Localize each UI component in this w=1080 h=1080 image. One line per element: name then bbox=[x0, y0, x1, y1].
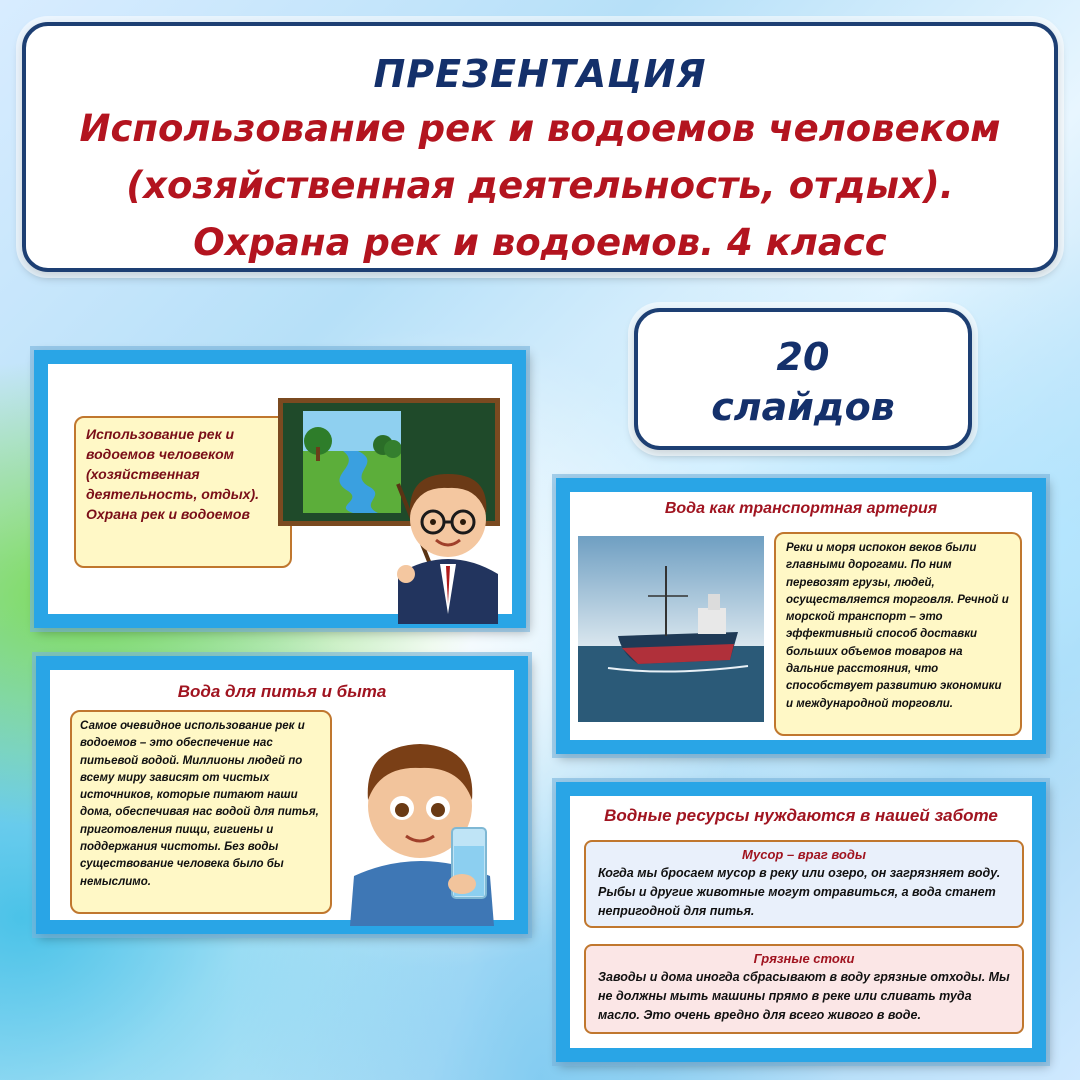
slide-title-note: Использование рек и водоемов человеком (хозяйственная деятельность, отдых). Охрана рек и водоемов bbox=[74, 416, 292, 568]
title-card bbox=[22, 22, 1058, 272]
sewage-subtitle: Грязные стоки bbox=[753, 951, 855, 966]
title-line-2: (хозяйственная деятельность, отдых). bbox=[126, 164, 954, 207]
slide-transport-title: Вода как транспортная артерия bbox=[664, 500, 938, 517]
cargo-ship-image bbox=[578, 536, 764, 722]
title-line-1: Использование рек и водоемов человеком bbox=[79, 107, 1001, 150]
slide-count-word: слайдов bbox=[711, 385, 895, 429]
sewage-text: Заводы и дома иногда сбрасывают в воду грязные отходы. Мы не должны мыть машины прямо в реке или сливать туда масло. Это очень вредно для всего живого в воде. bbox=[598, 970, 1010, 1022]
slide-preview-drinking bbox=[36, 656, 528, 934]
garbage-subtitle: Мусор – враг воды bbox=[742, 847, 866, 862]
slide-drinking-title: Вода для питья и быта bbox=[177, 682, 387, 701]
teacher-character-image bbox=[378, 424, 518, 624]
slide-preview-title bbox=[34, 350, 526, 628]
title-line-3: Охрана рек и водоемов. 4 класс bbox=[193, 221, 887, 264]
presentation-label: ПРЕЗЕНТАЦИЯ bbox=[373, 52, 707, 96]
slide-preview-transport bbox=[556, 478, 1046, 754]
slide-protection-title: Водные ресурсы нуждаются в нашей заботе bbox=[604, 806, 998, 825]
sewage-section bbox=[584, 944, 1024, 1034]
slide-preview-protection bbox=[556, 782, 1046, 1062]
slide-count-card bbox=[634, 308, 972, 450]
slide-count-number: 20 bbox=[776, 335, 830, 379]
slide-transport-text: Реки и моря испокон веков были главными дорогами. По ним перевозят грузы, людей, осуществляется торговля. Речной и морской транспорт – это эффективный способ доставки больших объемов товаров на дальние расстояния, что способствует развитию экономики и международной торговли. bbox=[774, 532, 1022, 736]
boy-with-glass-image bbox=[340, 716, 510, 926]
slide-drinking-text: Самое очевидное использование рек и водоемов – это обеспечение нас питьевой водой. Миллионы людей по всему миру зависят от чистых источников, которые питают наши дома, обеспечивая нас водой для питья, приготовления пищи, гигиены и поддержания чистоты. Без воды существование человека было бы немыслимо. bbox=[70, 710, 332, 914]
garbage-text: Когда мы бросаем мусор в реку или озеро, он загрязняет воду. Рыбы и другие животные могут отравиться, а вода станет непригодной для питья. bbox=[598, 866, 1001, 918]
garbage-section bbox=[584, 840, 1024, 928]
